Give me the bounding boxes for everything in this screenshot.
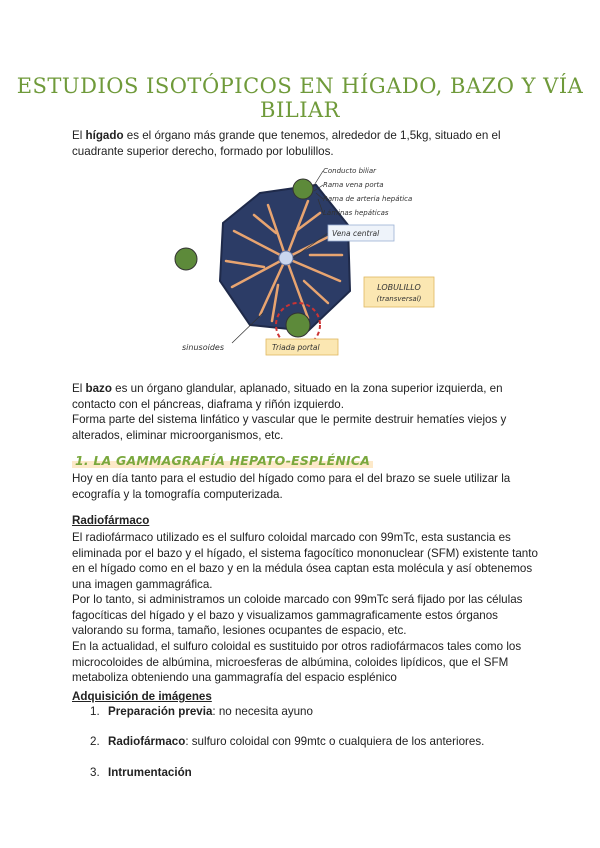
portal-triad-top	[293, 179, 313, 199]
central-vein	[279, 251, 293, 265]
radiofarmaco-paragraph-3: En la actualidad, el sulfuro coloidal es sustituido por otros radiofármacos tales como los microcoloides de albúmina, microesferas de albúmina, coloides lipídicos, que el SFM metaboliza obteniendo una gammagrafía del espacio esplénico	[72, 640, 522, 685]
list-item: 2. Radiofármaco: sulfuro coloidal con 99mtc o cualquiera de los anteriores.	[90, 735, 485, 748]
label-rama-vena-porta: Rama vena porta	[323, 181, 384, 189]
label-laminas: Láminas hepáticas	[323, 209, 389, 217]
bazo-paragraph-1: El bazo es un órgano glandular, aplanado, situado en la zona superior izquierda, en contacto con el páncreas, diaframa y riñón izquierdo.	[72, 382, 503, 411]
section1-paragraph: Hoy en día tanto para el estudio del hígado como para el del brazo se suele utilizar la ecografía y la tomografía computerizada.	[72, 472, 511, 501]
radiofarmaco-paragraph-2: Por lo tanto, si administramos un coloide marcado con 99mTc será fijado por las células fagocíticas del hígado y el bazo y visualizamos gammagraficamente estos órganos valorando su forma, tamaño, lesiones ocupantes de espacio, etc.	[72, 593, 523, 638]
term-higado: hígado	[85, 129, 124, 142]
section-heading-gammagrafia: 1. LA GAMMAGRAFÍA HEPATO-ESPLÉNICA	[72, 453, 373, 468]
intro-paragraph: El hígado es el órgano más grande que tenemos, alrededor de 1,5kg, situado en el cuadrante superior derecho, formado por lobulillos.	[72, 129, 501, 158]
label-conducto-biliar: Conducto biliar	[323, 167, 377, 175]
label-sinusoides: sinusoides	[182, 343, 224, 352]
portal-triad-bottom	[286, 313, 310, 337]
term-bazo: bazo	[85, 382, 112, 395]
list-item: 3. Intrumentación	[90, 766, 192, 779]
label-rama-arteria: Rama de arteria hepática	[323, 195, 413, 203]
label-vena-central: Vena central	[332, 229, 380, 238]
label-transversal: (transversal)	[376, 295, 422, 303]
liver-lobule-figure	[168, 163, 458, 363]
radiofarmaco-paragraph-1: El radiofármaco utilizado es el sulfuro coloidal marcado con 99mTc, esta sustancia es eliminada por el bazo y el hígado, el sistema fagocítico mononuclear (SFM) existente tanto en el hígado como en el bazo y en la médula ósea captan esta molécula y así obtenemos una imagen gammagráfica.	[72, 531, 538, 591]
portal-triad-left	[175, 248, 197, 270]
page-title: ESTUDIOS ISOTÓPICOS EN HÍGADO, BAZO Y VÍA BILIAR	[16, 74, 584, 122]
bazo-paragraph-2: Forma parte del sistema linfático y vascular que le permite destruir hematíes viejos y alterados, eliminar microorganismos, etc.	[72, 413, 507, 442]
heading-radiofarmaco: Radiofármaco	[72, 514, 150, 527]
heading-adquisicion: Adquisición de imágenes	[72, 690, 212, 703]
label-lobulillo: LOBULILLO	[377, 283, 421, 292]
list-item: 1. Preparación previa: no necesita ayuno	[90, 705, 313, 718]
label-triada-portal: Triada portal	[272, 343, 320, 352]
